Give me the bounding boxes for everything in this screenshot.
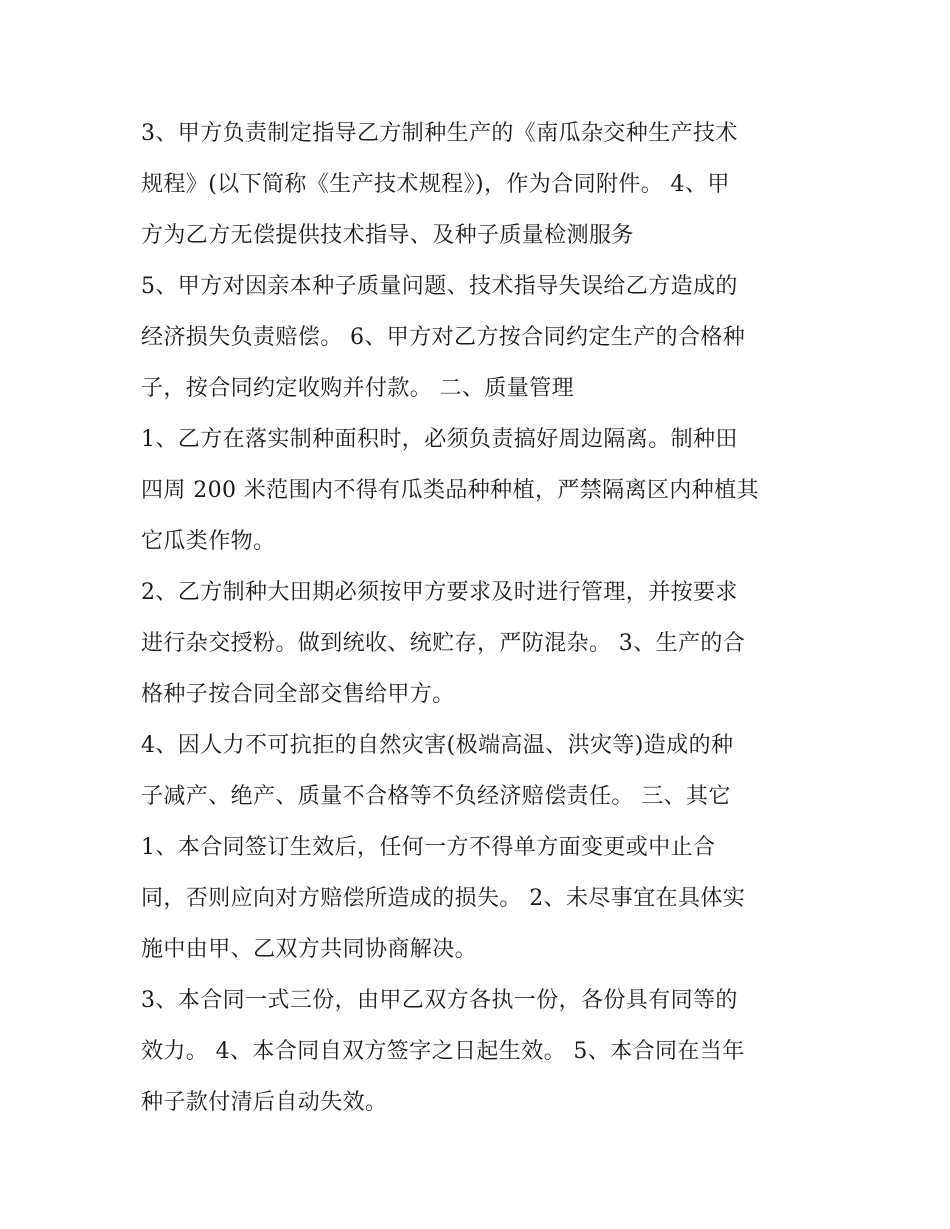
text-line: 规程》(以下简称《生产技术规程》)，作为合同附件。 4、甲 xyxy=(141,172,730,197)
text-line: 进行杂交授粉。做到统收、统贮存，严防混杂。 3、生产的合 xyxy=(141,631,746,656)
text-line: 同，否则应向对方赔偿所造成的损失。 2、未尽事宜在具体实 xyxy=(141,886,746,911)
text-line: 效力。 4、本合同自双方签字之日起生效。 5、本合同在当年 xyxy=(141,1039,745,1064)
text-line: 种子款付清后自动失效。 xyxy=(141,1090,388,1115)
text-line: 3、本合同一式三份，由甲乙双方各执一份，各份具有同等的 xyxy=(141,988,738,1013)
text-line: 经济损失负责赔偿。 6、甲方对乙方按合同约定生产的合格种 xyxy=(141,325,746,350)
text-line: 子减产、绝产、质量不合格等不负经济赔偿责任。 三、其它 xyxy=(141,784,731,809)
text-line: 子，按合同约定收购并付款。 二、质量管理 xyxy=(141,376,574,401)
text-line: 施中由甲、乙双方共同协商解决。 xyxy=(141,937,478,962)
text-line: 格种子按合同全部交售给甲方。 xyxy=(141,682,455,707)
text-line: 方为乙方无偿提供技术指导、及种子质量检测服务 xyxy=(141,223,634,248)
text-line: 2、乙方制种大田期必须按甲方要求及时进行管理，并按要求 xyxy=(141,580,738,605)
text-line: 四周 200 米范围内不得有瓜类品种种植，严禁隔离区内种植其 xyxy=(141,478,759,503)
text-line: 4、因人力不可抗拒的自然灾害(极端高温、洪灾等)造成的种 xyxy=(141,733,734,758)
text-line: 3、甲方负责制定指导乙方制种生产的《南瓜杂交种生产技术 xyxy=(141,121,738,146)
document-body xyxy=(141,108,821,1128)
text-line: 5、甲方对因亲本种子质量问题、技术指导失误给乙方造成的 xyxy=(141,274,738,299)
text-line: 1、本合同签订生效后，任何一方不得单方面变更或中止合 xyxy=(141,835,716,860)
text-line: 它瓜类作物。 xyxy=(141,529,276,554)
text-line: 1、乙方在落实制种面积时，必须负责搞好周边隔离。制种田 xyxy=(141,427,738,452)
